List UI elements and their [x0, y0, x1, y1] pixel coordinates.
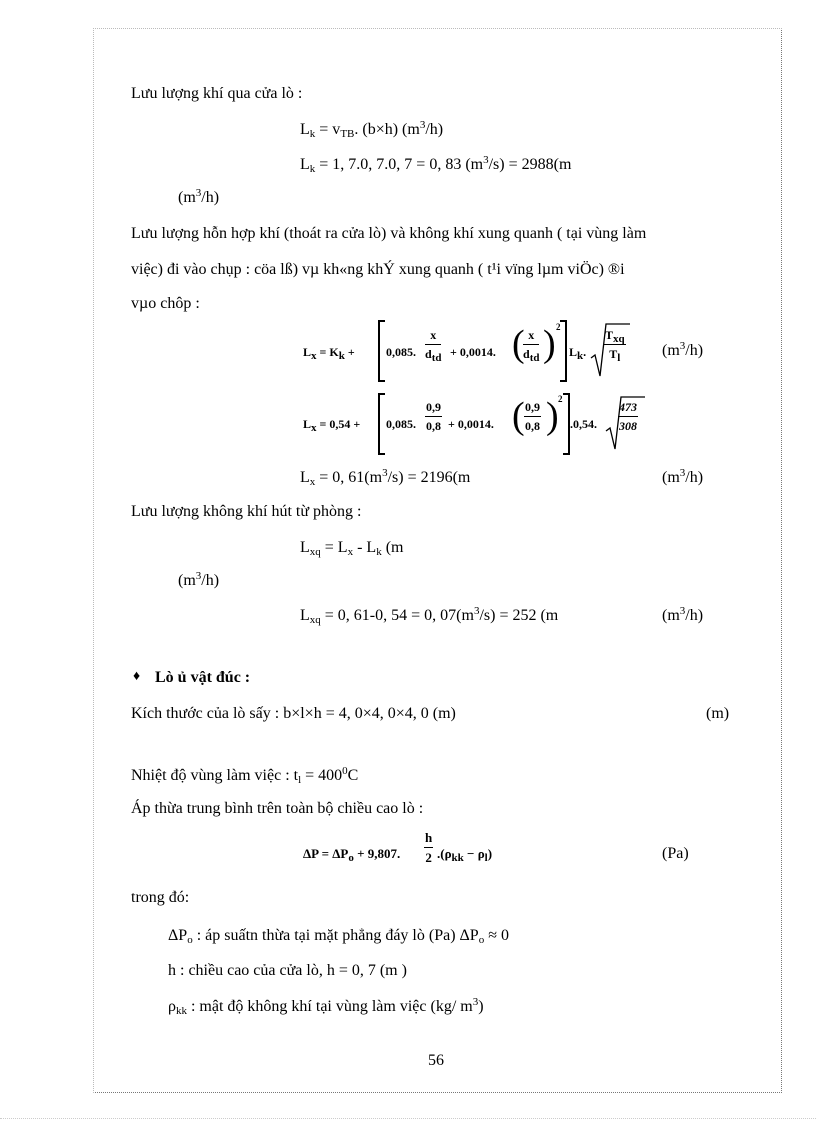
formula-lk: $L_k = v_{TB}$. (b×h) $(m^3/h)$ — [300, 119, 444, 140]
unit-line: $(m^3/h)$ — [178, 187, 220, 206]
unit-label: $(m^3/h)$ — [662, 605, 704, 624]
page-bottom-rule — [0, 1118, 816, 1119]
bullet-icon: ♦ — [133, 669, 141, 684]
text-line: Lưu lượng khí qua cửa lò : — [131, 85, 303, 102]
text-line: việc) đi vào chụp : cöa lß) vµ kh«ng khÝ xung quanh ( t¹i vïng lµm viÖc) ®i — [131, 261, 625, 278]
text-line: Lưu lượng hỗn hợp khí (thoát ra cửa lò) và không khí xung quanh ( tại vùng làm — [131, 225, 647, 242]
text-line: Lưu lượng không khí hút từ phòng : — [131, 503, 362, 520]
text-line: Nhiệt độ vùng làm việc : $t_l = 400^0C$ — [131, 765, 359, 786]
text-line: Kích thước của lò sấy : b×l×h = 4, 0×4, 0×4, 0 (m) — [131, 705, 456, 722]
text-line: vµo chôp : — [131, 295, 200, 312]
definition-line: $\Delta P_o$ : áp suấtn thừa tại mặt phẳng đáy lò (Pa) $\Delta P_o \approx 0$ — [168, 927, 509, 946]
definition-line: h : chiều cao của cửa lò, h = 0, 7 (m ) — [168, 962, 407, 979]
unit-line: $(m^3/h)$ — [178, 570, 220, 589]
text-line: Áp thừa trung bình trên toàn bộ chiều cao lò : — [131, 800, 424, 817]
page-number: 56 — [428, 1052, 444, 1069]
formula-lxq: $L_{xq} = L_x - L_k$ (m — [300, 539, 404, 558]
formula-lxq-value: $L_{xq} = 0$, 61-0, 54 = 0, $07(m^3/s) = 252$ (m — [300, 605, 559, 626]
unit-label: $(m^3/h)$ — [662, 467, 704, 486]
formula-lx-value: $L_x = 0$, $61(m^3/s) = 2196(m$ — [300, 467, 471, 488]
formula-lk-value: $L_k = 1$, 7.0, 7.0, 7 = 0, 83 $(m^3/s) = 2988(m$ — [300, 154, 572, 175]
section-heading: Lò ủ vật đúc : — [155, 669, 251, 686]
text-line: trong đó: — [131, 889, 190, 906]
definition-line: $\rho_{kk}$ : mật độ không khí tại vùng làm việc (kg/ $m^3$) — [168, 996, 484, 1017]
unit-label: (m) — [706, 705, 730, 722]
